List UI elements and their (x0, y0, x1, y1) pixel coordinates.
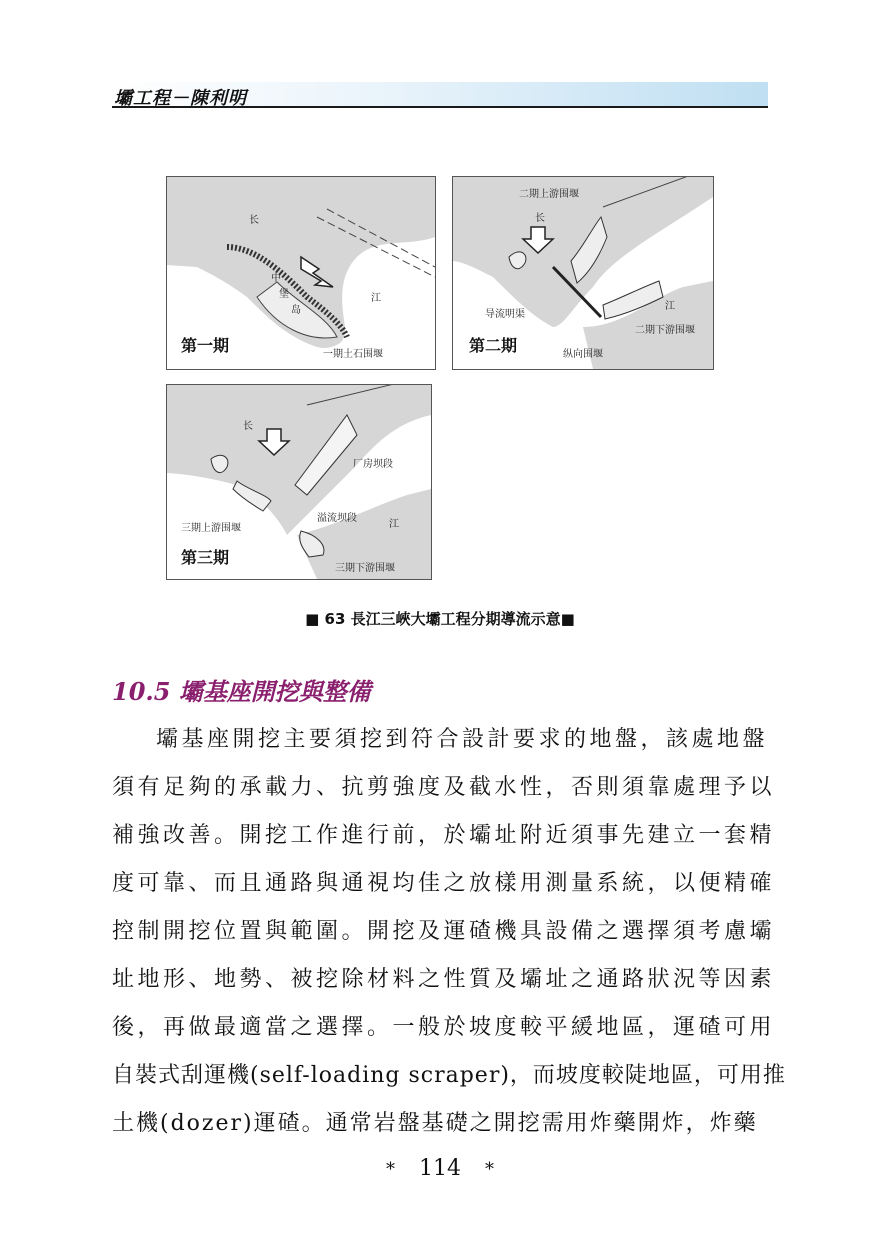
body-line: 土機(dozer)運碴。通常岩盤基礎之開挖需用炸藥開炸，炸藥 (112, 1111, 758, 1136)
body-line: 控制開挖位置與範圍。開挖及運碴機具設備之選擇須考慮壩 (112, 919, 776, 944)
label-chang-3: 长 (243, 421, 253, 432)
label-powerhouse-section: 厂房坝段 (353, 459, 393, 470)
label-diversion-channel: 导流明渠 (485, 309, 525, 320)
page-number: 114 (419, 1156, 461, 1181)
label-bao: 堡 (279, 289, 289, 300)
label-phase3-downstream: 三期下游围堰 (335, 563, 395, 574)
running-header (112, 82, 768, 108)
phase-3-label: 第三期 (181, 548, 230, 567)
label-dao: 岛 (291, 305, 301, 316)
label-chang-2: 长 (535, 213, 545, 224)
figure-panel-phase-3 (166, 384, 432, 580)
label-phase2-upstream: 二期上游围堰 (519, 189, 579, 200)
label-jiang-2: 江 (665, 301, 675, 312)
figure-caption: ■ 63 長江三峽大壩工程分期導流示意■ (305, 610, 575, 628)
section-heading: 10.5 壩基座開挖與整備 (112, 677, 371, 706)
header-title: 壩工程－陳利明 (114, 88, 247, 109)
label-jiang-3: 江 (389, 519, 399, 530)
body-line: 後，再做最適當之選擇。一般於坡度較平緩地區，運碴可用 (112, 1015, 776, 1040)
body-line: 壩基座開挖主要須挖到符合設計要求的地盤，該處地盤 (156, 727, 769, 752)
body-line: 須有足夠的承載力、抗剪強度及截水性，否則須靠處理予以 (112, 775, 776, 800)
phase-1-label: 第一期 (181, 336, 230, 355)
body-line: 補強改善。開挖工作進行前，於壩址附近須事先建立一套精 (112, 823, 776, 848)
body-line: 址地形、地勢、被挖除材料之性質及壩址之通路狀況等因素 (112, 967, 776, 992)
label-jiang: 江 (371, 293, 381, 304)
phase-2-label: 第二期 (469, 336, 518, 355)
footer-star-left: * (386, 1159, 395, 1180)
label-phase1-cofferdam: 一期土石围堰 (323, 349, 383, 360)
label-spillway-section: 溢流坝段 (317, 513, 357, 524)
label-phase2-downstream: 二期下游围堰 (635, 325, 695, 336)
body-line: 自裝式刮運機(self-loading scraper)，而坡度較陡地區，可用推 (112, 1063, 786, 1088)
label-longitudinal-cofferdam: 纵向围堰 (563, 349, 603, 360)
body-line: 度可靠、而且通路與通視均佳之放樣用測量系統，以便精確 (112, 871, 776, 896)
label-phase3-upstream: 三期上游围堰 (181, 523, 241, 534)
footer-star-right: * (485, 1159, 494, 1180)
label-zhong: 中 (271, 273, 281, 284)
figure-panel-phase-1 (166, 176, 436, 370)
figure-panel-phase-2 (452, 176, 714, 370)
label-chang: 长 (249, 215, 259, 226)
page-footer (0, 1156, 880, 1181)
